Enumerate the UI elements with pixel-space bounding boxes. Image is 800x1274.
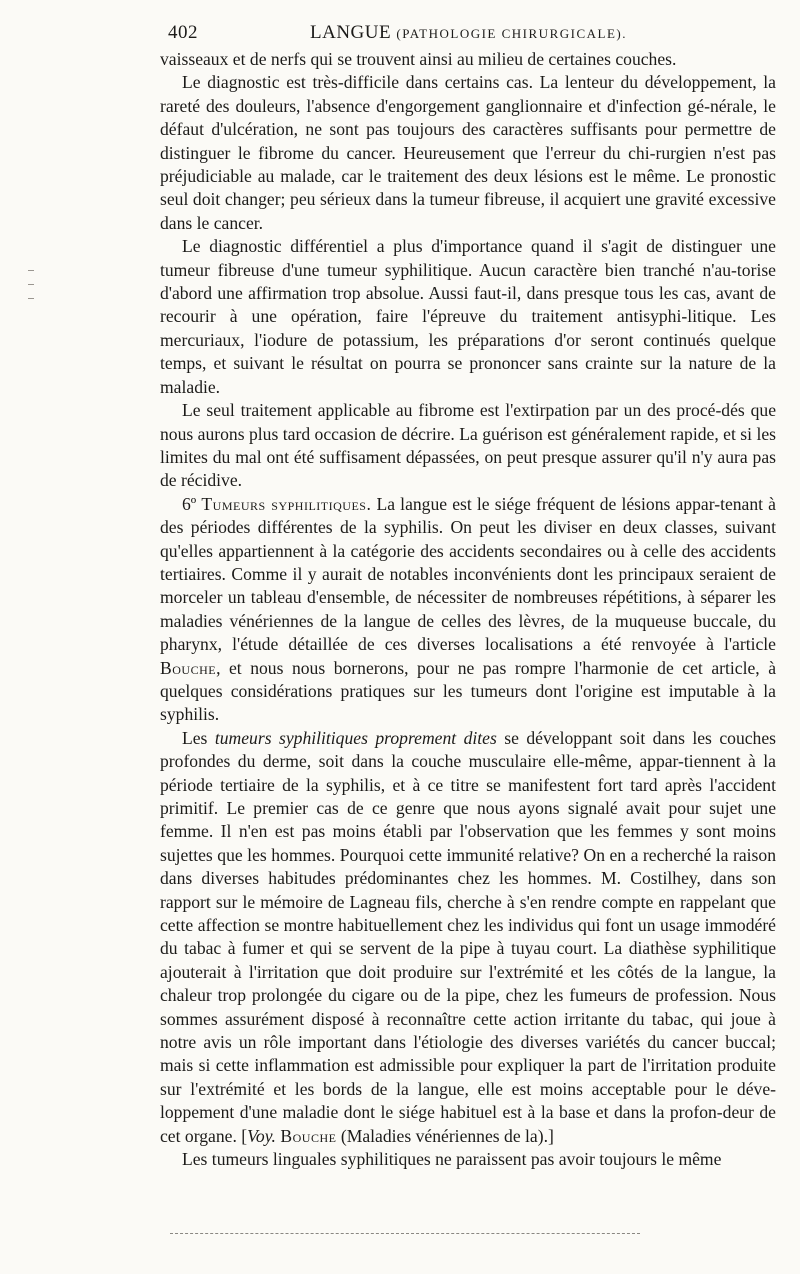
paragraph-continuation: vaisseaux et de nerfs qui se trouvent ainsi au milieu de certaines couches. [160, 49, 677, 69]
paragraph-diagnostic: Le diagnostic est très-difficile dans certains cas. La lenteur du développement, la rareté des douleurs, l'absence d'engorgement ganglionnaire et d'infection gé-nérale, le défaut d'ulcération, ne sont pas toujours des caractères suffisants pour permettre de distinguer le fibrome du cancer. Heureusement que l'erreur du chi-rurgien n'est pas préjudiciable au malade, car le traitement des deux lésions est le même. Le pronostic seul doit changer; peu sérieux dans la tumeur fibreuse, il acquiert une gravité excessive dans le cancer. [160, 72, 776, 233]
section-text: La langue est le siége fréquent de lésions appar-tenant à des périodes différentes de la syphilis. On peut les diviser en deux classes, suivant qu'elles appartiennent à la catégorie des accidents secondaires ou à celle des accidents tertiaires. Comme il y aurait de notables inconvénients dont les principaux seraient de morceler un tableau d'ensemble, de nécessiter de nombreuses répétitions, à séparer les maladies vénériennes de la langue de celles des lèvres, de la muqueuse buccale, du pharynx, l'étude détaillée de ces diverses localisations a été renvoyée à l'article [160, 493, 776, 655]
italic-term: tumeurs syphilitiques proprement dites [214, 727, 497, 748]
section-text-cont: , et nous nous bornerons, pour ne pas rompre l'harmonie de cet article, à quelques considérations pratiques sur les tumeurs dont l'origine est imputable à la syphilis. [160, 657, 776, 725]
paragraph-differential-diagnosis: Le diagnostic différentiel a plus d'importance quand il s'agit de distinguer une tumeur fibreuse d'une tumeur syphilitique. Aucun caractère bien tranché n'au-torise d'abord une affirmation trop absolue. Aussi faut-il, dans presque tous les cas, avant de recourir à une opération, faire l'épreuve du traitement antisyphi-litique. Les mercuriaux, l'iodure de potassium, les préparations d'or seront continués quelque temps, et suivant le résultat on pourra se prononcer sans crainte sur la nature de la maladie. [160, 236, 776, 397]
text-span: Les [182, 727, 208, 748]
page-number: 402 [168, 22, 198, 43]
section-heading: Tumeurs syphilitiques. [201, 493, 372, 514]
text-span: se développant soit dans les couches profondes du derme, soit dans la couche musculaire elle-même, appar-tiennent à la période tertiaire de la syphilis, et à ce titre se manifestent fort tard après l'accident primitif. Le premier cas de ce genre que nous ayons signalé avait pour sujet une femme. Il n'en est pas moins établi par l'observation que les femmes y sont moins sujettes que les hommes. Pourquoi cette immunité relative? On en a recherché la raison dans diverses habitudes prédominantes chez les hommes. M. Costilhey, dans son rapport sur le mémoire de Lagneau fils, cherche à s'en rendre compte en rappelant que cette affection se montre habituellement chez les individus qui font un usage immodéré du tabac à fumer et qui se servent de la pipe à tuyau court. La diathèse syphilitique ajouterait à l'irritation que doit produire sur l'extrémité et les côtés de la langue, la chaleur trop prolongée du cigare ou de la pipe, chez les fumeurs de profession. Nous sommes assurément disposé à reconnaître cette action irritante du tabac, qui joue à notre avis un rôle important dans l'étiologie des diverses variétés du cancer buccal; mais si cette inflammation est admissible pour expliquer la part de l'irritation produite sur l'extrémité et les bords de la langue, elle est moins acceptable pour le déve-loppement d'une maladie dont le siége habituel est à la base et dans la profon-deur de cet organe. [ [160, 727, 777, 1146]
paragraph-treatment: Le seul traitement applicable au fibrome est l'extirpation par un des procé-dés que nous aurons plus tard occasion de décrire. La guérison est généralement rapide, et si les limites du mal ont été suffisament dépassées, on peut presque assurer qu'il n'y aura pas de récidive. [160, 400, 776, 491]
text-span: (Maladies vénériennes de la).] [340, 1125, 554, 1146]
paragraph-syphilitic-tumors [160, 493, 776, 727]
cross-reference: Bouche [280, 1125, 337, 1146]
paragraph-syphilitic-proper [160, 727, 776, 1148]
body-text [160, 48, 776, 1172]
bottom-rule [170, 1233, 640, 1234]
running-title-sub: (PATHOLOGIE CHIRURGICALE). [396, 26, 627, 41]
voy-abbrev: Voy. [247, 1125, 276, 1146]
paragraph-last: Les tumeurs linguales syphilitiques ne paraissent pas avoir toujours le même [182, 1149, 722, 1170]
running-title [310, 22, 627, 44]
section-number: 6º [182, 493, 197, 514]
running-title-main: LANGUE [310, 22, 392, 43]
margin-marks [28, 270, 38, 310]
cross-reference: Bouche [160, 657, 217, 678]
running-head [160, 22, 776, 48]
